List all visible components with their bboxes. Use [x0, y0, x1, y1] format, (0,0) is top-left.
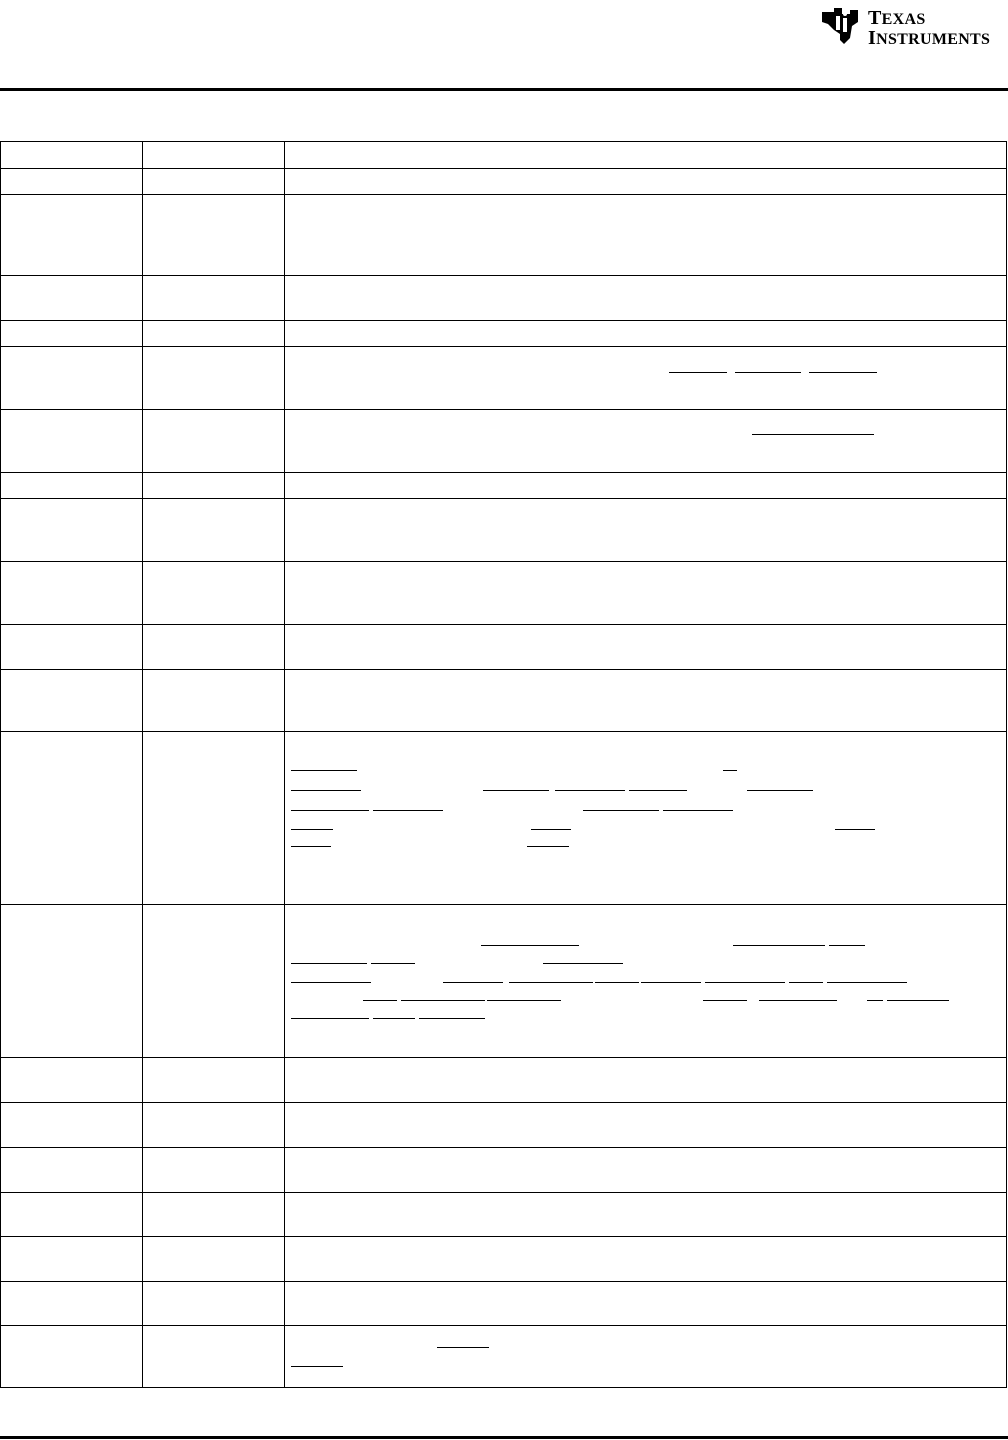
underline-mark [747, 790, 813, 791]
table-row [1, 1326, 1007, 1388]
table-row [1, 473, 1007, 499]
underline-mark [629, 790, 687, 791]
underline-mark [373, 810, 443, 811]
underline-mark [291, 829, 333, 830]
underline-mark [595, 982, 639, 983]
table-row [1, 1148, 1007, 1193]
ti-logo [820, 0, 1008, 50]
underline-mark [759, 1000, 837, 1001]
table-row [1, 732, 1007, 905]
underline-mark [555, 790, 625, 791]
table-row [1, 562, 1007, 625]
table-row [1, 1282, 1007, 1326]
underline-mark [481, 945, 579, 946]
table-row [1, 195, 1007, 276]
underline-mark [809, 372, 877, 373]
table-row [1, 1193, 1007, 1237]
underline-mark [419, 1018, 485, 1019]
underline-mark [752, 434, 874, 435]
brand-wordmark [868, 2, 990, 48]
register-table [0, 141, 1007, 1388]
underline-mark [371, 963, 415, 964]
underline-mark [531, 829, 571, 830]
underline-mark [487, 1000, 561, 1001]
underline-mark [291, 963, 367, 964]
table-row [1, 625, 1007, 670]
underline-mark [437, 1347, 489, 1348]
table-row [1, 905, 1007, 1058]
underline-mark [733, 945, 825, 946]
table-row [1, 670, 1007, 732]
table-row [1, 499, 1007, 562]
underline-mark [641, 982, 701, 983]
underline-mark [443, 982, 503, 983]
underline-mark [705, 982, 785, 983]
underline-mark [483, 790, 549, 791]
underline-mark [735, 372, 801, 373]
underline-mark [291, 790, 361, 791]
table-row [1, 321, 1007, 347]
underline-mark [373, 1018, 415, 1019]
underline-mark [583, 810, 659, 811]
underline-mark [827, 982, 907, 983]
table-row [1, 142, 1007, 169]
underline-mark [669, 372, 727, 373]
underline-mark [887, 1000, 949, 1001]
table-row [1, 1103, 1007, 1148]
underline-mark [723, 770, 737, 771]
underline-mark [401, 1000, 485, 1001]
table-row [1, 276, 1007, 321]
table-row [1, 169, 1007, 195]
underline-mark [291, 846, 331, 847]
underline-mark [363, 1000, 397, 1001]
table-row [1, 410, 1007, 473]
table-row [1, 347, 1007, 410]
underline-mark [703, 1000, 747, 1001]
header-rule [0, 88, 1008, 91]
underline-mark [291, 1018, 369, 1019]
underline-mark [835, 829, 875, 830]
footer-rule [0, 1436, 1008, 1439]
brand-line-1: TEXAS [868, 7, 926, 29]
ti-logo-icon [820, 4, 862, 46]
table-row [1, 1237, 1007, 1282]
underline-mark [789, 982, 823, 983]
underline-mark [291, 810, 369, 811]
underline-mark [527, 846, 569, 847]
underline-mark [291, 770, 357, 771]
underline-mark [663, 810, 733, 811]
underline-mark [509, 982, 593, 983]
underline-mark [291, 1366, 343, 1367]
underline-mark [543, 963, 623, 964]
table-row [1, 1058, 1007, 1103]
underline-mark [829, 945, 865, 946]
underline-mark [867, 1000, 883, 1001]
underline-mark [291, 982, 371, 983]
brand-line-2: INSTRUMENTS [868, 27, 991, 49]
